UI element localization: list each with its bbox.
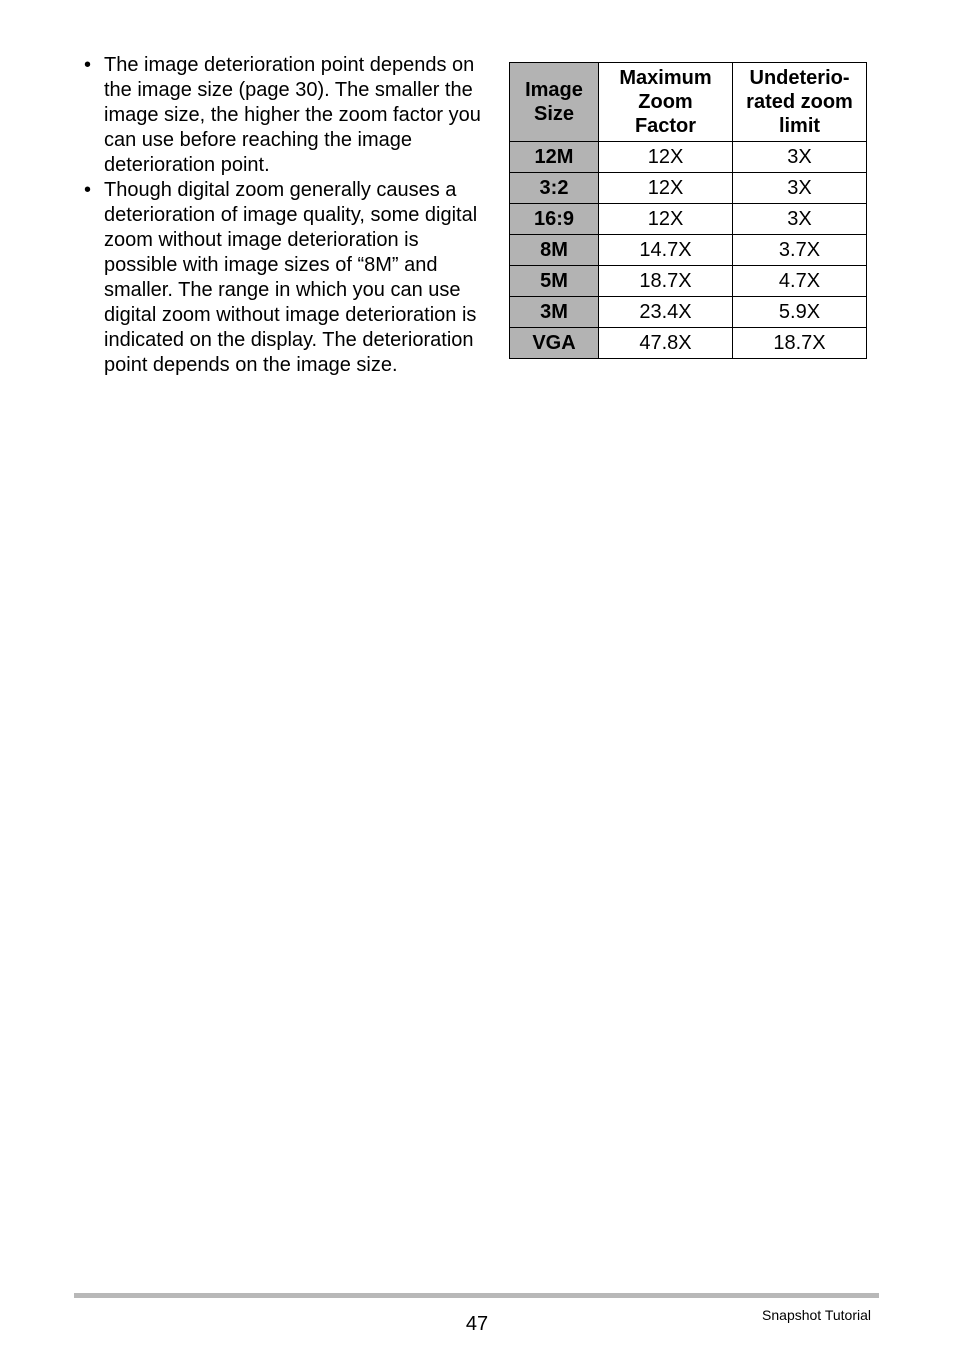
cell-image-size: VGA [510, 328, 599, 359]
cell-zoom-limit: 5.9X [733, 297, 867, 328]
section-name: Snapshot Tutorial [762, 1307, 871, 1323]
cell-image-size: 3M [510, 297, 599, 328]
cell-image-size: 12M [510, 142, 599, 173]
cell-image-size: 16:9 [510, 204, 599, 235]
table-header [510, 63, 867, 142]
bullet-marker: • [84, 179, 92, 201]
header-line: Image [525, 79, 583, 101]
header-line: Undeterio- [749, 67, 850, 89]
cell-max-zoom: 18.7X [599, 266, 733, 297]
cell-zoom-limit: 3X [733, 142, 867, 173]
header-image-size [510, 63, 599, 142]
footer-divider [74, 1293, 879, 1298]
table-body [510, 142, 867, 359]
cell-image-size: 8M [510, 235, 599, 266]
table-row [510, 297, 867, 328]
table-header-row [510, 63, 867, 142]
cell-zoom-limit: 18.7X [733, 328, 867, 359]
table-row [510, 142, 867, 173]
cell-zoom-limit: 3.7X [733, 235, 867, 266]
cell-image-size: 5M [510, 266, 599, 297]
bullet-text: Though digital zoom generally causes a deterioration of image quality, some digital zoom without image deterioration is possible with image sizes of “8M” and smaller. The range in which you can use digital zoom without image deterioration is indicated on the display. The deterioration point depends on the image size. [104, 179, 478, 376]
page-number: 47 [465, 1313, 489, 1335]
table-row [510, 235, 867, 266]
table-row [510, 328, 867, 359]
header-line: Factor [634, 115, 697, 137]
cell-max-zoom: 14.7X [599, 235, 733, 266]
cell-max-zoom: 12X [599, 173, 733, 204]
cell-max-zoom: 12X [599, 204, 733, 235]
header-line: Zoom [638, 91, 693, 113]
header-undeteriorated-zoom-limit [733, 63, 867, 142]
cell-max-zoom: 23.4X [599, 297, 733, 328]
header-line: limit [778, 115, 821, 137]
cell-zoom-limit: 3X [733, 204, 867, 235]
cell-max-zoom: 12X [599, 142, 733, 173]
table-row [510, 266, 867, 297]
header-maximum-zoom-factor [599, 63, 733, 142]
zoom-factor-table [509, 62, 867, 359]
table-row [510, 204, 867, 235]
header-line: rated zoom [746, 91, 853, 113]
bullet-list [84, 53, 486, 378]
bullet-text: The image deterioration point depends on the image size (page 30). The smaller the image size, the higher the zoom factor you can use before reaching the image deterioration point. [104, 54, 481, 176]
bullet-item [84, 178, 486, 378]
cell-image-size: 3:2 [510, 173, 599, 204]
cell-max-zoom: 47.8X [599, 328, 733, 359]
bullet-item [84, 53, 486, 178]
header-line: Size [533, 103, 575, 125]
table-row [510, 173, 867, 204]
cell-zoom-limit: 4.7X [733, 266, 867, 297]
bullet-marker: • [84, 54, 92, 76]
header-line: Maximum [619, 67, 712, 89]
cell-zoom-limit: 3X [733, 173, 867, 204]
